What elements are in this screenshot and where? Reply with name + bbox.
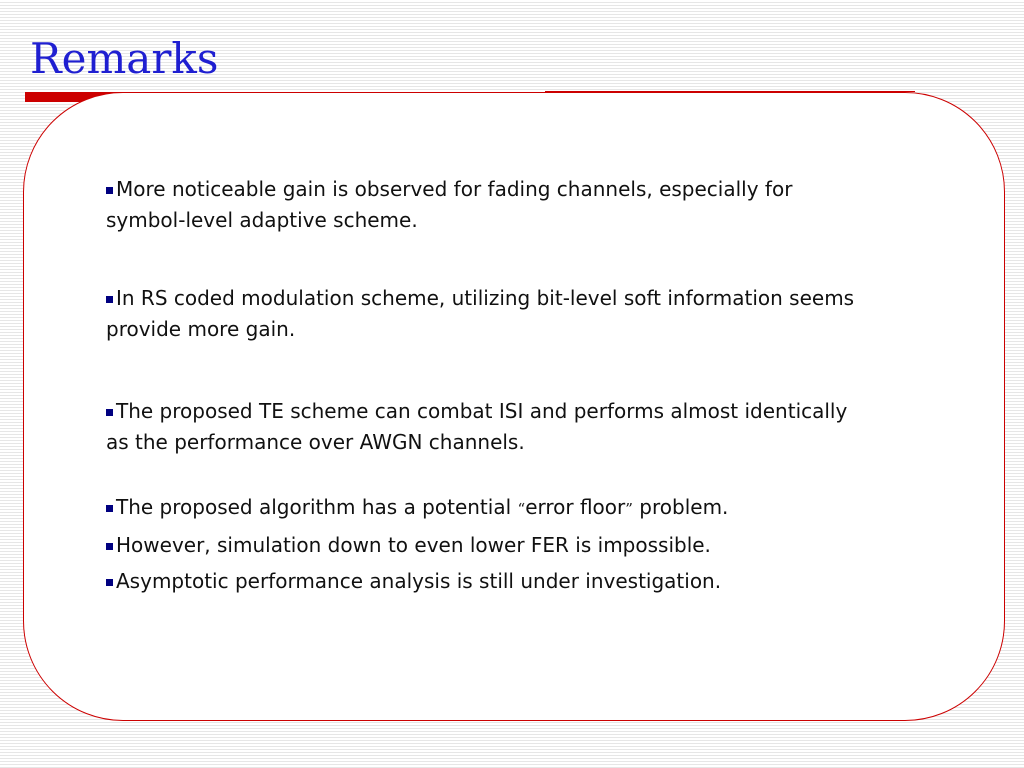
- close-quote: ”: [625, 500, 633, 518]
- bullet-text-line-1: The proposed TE scheme can combat ISI and performs almost identically: [116, 399, 848, 423]
- square-bullet-icon: [106, 187, 113, 194]
- bullet-item-fading-gain: [106, 174, 792, 236]
- bullet-item-error-floor: [106, 492, 728, 525]
- bullet-text: However, simulation down to even lower FER is impossible.: [116, 533, 711, 557]
- bullet-text: Asymptotic performance analysis is still under investigation.: [116, 569, 722, 593]
- bullet-text-line-2: as the performance over AWGN channels.: [106, 430, 525, 454]
- square-bullet-icon: [106, 579, 113, 586]
- bullet-text-line-2: provide more gain.: [106, 317, 296, 341]
- slide-title: Remarks: [30, 34, 219, 83]
- quoted-term: error floor: [525, 495, 626, 519]
- open-quote: “: [517, 500, 526, 518]
- square-bullet-icon: [106, 505, 113, 512]
- bullet-item-asymptotic-analysis: [106, 566, 721, 597]
- square-bullet-icon: [106, 409, 113, 416]
- bullet-text: The proposed algorithm has a potential: [116, 495, 518, 519]
- square-bullet-icon: [106, 296, 113, 303]
- bullet-item-simulation-limit: [106, 530, 711, 561]
- bullet-text-end: problem.: [632, 495, 729, 519]
- bullet-item-te-scheme: [106, 396, 847, 458]
- bullet-text-line-1: In RS coded modulation scheme, utilizing bit-level soft information seems: [116, 286, 855, 310]
- bullet-text-line-2: symbol-level adaptive scheme.: [106, 208, 418, 232]
- bullet-text-line-1: More noticeable gain is observed for fading channels, especially for: [116, 177, 793, 201]
- bullet-item-soft-information: [106, 283, 854, 345]
- square-bullet-icon: [106, 543, 113, 550]
